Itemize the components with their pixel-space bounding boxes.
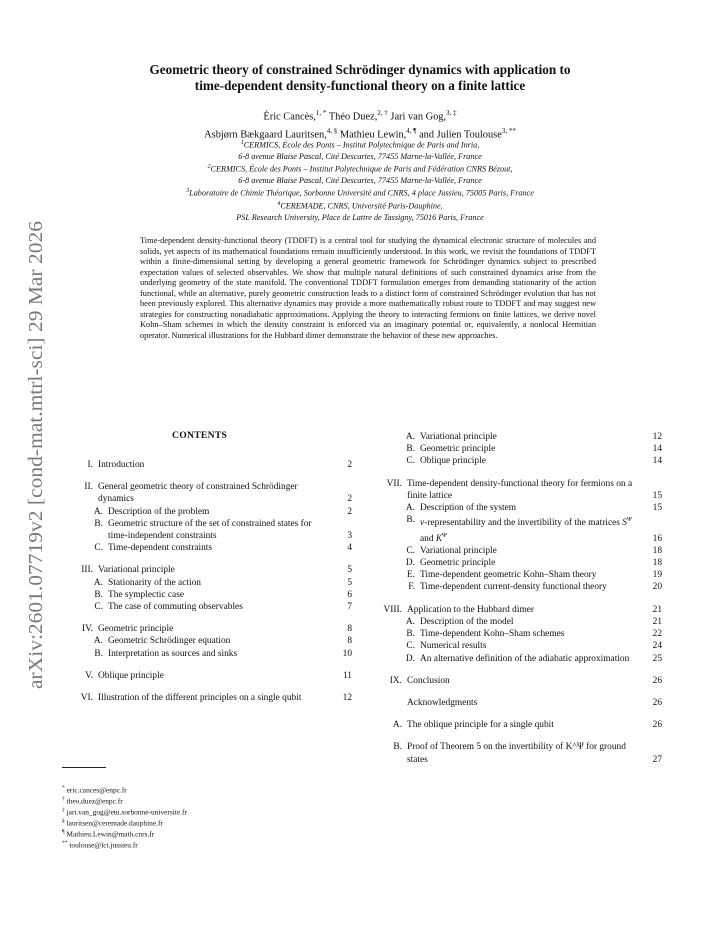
footnote-email: theo.duez@enpc.fr: [66, 796, 123, 806]
toc-page-number: 2: [347, 494, 352, 505]
toc-entry: [372, 478, 662, 502]
toc-subentry: [66, 577, 352, 589]
paper-title: [60, 62, 660, 94]
toc-subsection-title: The case of commuting observables: [108, 602, 243, 613]
toc-right-column: [372, 431, 662, 776]
author-name: Asbjørn Bækgaard Lauritsen,: [204, 129, 327, 141]
affiliation: [60, 199, 660, 212]
toc-section-title: Proof of Theorem 5 on the invertibility of K^Ψ for ground states: [407, 742, 626, 765]
footnote: [62, 828, 187, 839]
toc-page-number: 26: [652, 675, 662, 686]
footnote-rule: [62, 767, 106, 768]
footnote-mark: §: [62, 818, 65, 825]
affiliation: [60, 186, 660, 199]
toc-subentry: [372, 616, 662, 628]
toc-subsection-title: Description of the problem: [108, 506, 210, 517]
affiliation: [60, 138, 660, 151]
toc-subentry: [372, 545, 662, 557]
toc-section-title: Application to the Hubbard dimer: [407, 604, 535, 615]
author-name: and Julien Toulouse: [419, 129, 502, 141]
toc-subsection-title: The symplectic case: [108, 589, 185, 600]
toc-subsection-title: Time-dependent geometric Kohn–Sham theory: [420, 570, 597, 581]
toc-entry: [66, 481, 352, 505]
toc-subsection-number: C.: [94, 543, 103, 554]
toc-page-number: 15: [652, 503, 662, 514]
affiliations: [60, 138, 660, 223]
toc-subsection-title: Variational principle: [420, 432, 497, 442]
toc-page-number: 5: [347, 565, 352, 576]
toc-subsection-number: B.: [94, 518, 103, 529]
toc-section: [372, 604, 662, 665]
toc-subentry: [66, 589, 352, 601]
toc-section: [66, 623, 352, 660]
toc-page-number: 4: [347, 543, 352, 554]
toc-subentry: [372, 514, 662, 545]
author-marker: 1, *: [315, 109, 327, 117]
toc-subsection-title: Interpretation as sources and sinks: [108, 648, 238, 659]
toc-entry: [66, 692, 352, 704]
affiliation-line: 6-8 avenue Blaise Pascal, Cité Descartes, 77455 Marne-la-Vallée, France: [238, 151, 482, 161]
toc-subsection-title: Geometric principle: [420, 558, 496, 569]
toc-subsection-title: An alternative definition of the adiabatic approximation: [420, 653, 630, 664]
author-name: Éric Cancès,: [263, 111, 316, 123]
author-marker: 4, ¶: [406, 127, 417, 136]
toc-section-title: Introduction: [98, 460, 145, 470]
footnote-email: eric.cances@enpc.fr: [66, 785, 127, 795]
toc-subentry: [372, 581, 662, 593]
arxiv-sidebar-stamp: [12, 220, 52, 690]
toc-page-number: 8: [347, 624, 352, 635]
toc-section-number: [372, 697, 407, 709]
toc-page-number: 16: [652, 533, 662, 544]
toc-subsection-title: Geometric principle: [420, 444, 496, 455]
affiliation-line: CERMICS, École des Ponts – Institut Polytechnique de Paris and Inria,: [243, 140, 480, 150]
toc-page-number: 19: [652, 570, 662, 581]
author-line-1: [60, 106, 660, 124]
toc-page-number: 7: [347, 602, 352, 613]
toc-entry: [372, 697, 662, 709]
toc-page-number: 14: [652, 456, 662, 467]
toc-subentry: [372, 502, 662, 514]
toc-page-number: 26: [652, 697, 662, 708]
toc-section: [372, 675, 662, 687]
toc-page-number: 21: [652, 604, 662, 615]
toc-section-number: B.: [393, 742, 402, 753]
toc-subsection-title: Numerical results: [420, 641, 487, 652]
toc-section: [372, 478, 662, 594]
toc-page-number: 21: [652, 616, 662, 627]
author-name: Jari van Gog,: [390, 111, 447, 123]
toc-subsection-number: B.: [406, 515, 415, 526]
footnote-email: jari.van_gog@etu.sorbonne-universite.fr: [66, 807, 187, 817]
title-line-2: time-dependent density-functional theory on a finite lattice: [194, 78, 526, 93]
affiliation-line: PSL Research University, Place de Lattre de Tassigny, 75016 Paris, France: [236, 213, 484, 223]
toc-subsection-title: Stationarity of the action: [108, 577, 201, 588]
toc-subsection-number: C.: [94, 602, 103, 613]
footnote: [62, 817, 187, 828]
toc-section-title: Conclusion: [407, 675, 450, 686]
toc-section-title: Geometric principle: [98, 624, 174, 635]
toc-subentry: [66, 648, 352, 660]
footnote-email: Mathieu.Lewin@math.cnrs.fr: [66, 829, 155, 839]
toc-section-title: General geometric theory of constrained Schrödinger dynamics: [98, 482, 298, 505]
toc-page-number: 18: [652, 545, 662, 556]
toc-section-title: The oblique principle for a single qubit: [407, 720, 554, 731]
toc-page-number: 6: [347, 589, 352, 600]
affiliation-marker: 4: [277, 201, 281, 208]
affiliation-line: CEREMADE, CNRS, Université Paris-Dauphine,: [280, 201, 443, 211]
author-marker: 4, §: [326, 127, 338, 136]
toc-page-number: 5: [347, 577, 352, 588]
toc-subsection-number: A.: [93, 506, 103, 517]
toc-subentry: [372, 628, 662, 640]
toc-subsection-number: C.: [406, 641, 415, 652]
toc-section-number: IX.: [389, 675, 402, 686]
toc-entry: [372, 741, 662, 765]
toc-subsection-number: A.: [405, 432, 415, 442]
toc-section-title: Variational principle: [98, 565, 175, 576]
toc-section-number: VIII.: [383, 604, 402, 615]
toc-page-number: 25: [652, 653, 662, 664]
toc-subsection-number: B.: [406, 444, 415, 455]
toc-subsection-number: A.: [93, 636, 103, 647]
toc-subsection-number: D.: [405, 653, 415, 664]
toc-section-title: Oblique principle: [98, 670, 164, 681]
affiliation-marker: 3: [186, 188, 190, 195]
footnote-email: toulouse@lct.jussieu.fr: [69, 840, 138, 850]
toc-page-number: 12: [652, 432, 662, 442]
footnote-email: lauritsen@ceremade.dauphine.fr: [66, 818, 163, 828]
toc-page-number: 10: [342, 648, 352, 659]
toc-section: [372, 697, 662, 709]
toc-entry: [372, 675, 662, 687]
author-name: Mathieu Lewin,: [339, 129, 407, 141]
author-marker: 3, ‡: [446, 109, 457, 117]
toc-page-number: 14: [652, 444, 662, 455]
toc-entry: [372, 719, 662, 731]
toc-subentry: [372, 653, 662, 665]
affiliation-marker: 2: [207, 164, 211, 171]
author-marker: 3, **: [501, 127, 516, 136]
toc-entry: [66, 623, 352, 635]
toc-section-number: IV.: [81, 624, 93, 635]
toc-subentry: [372, 455, 662, 467]
toc-page-number: 18: [652, 558, 662, 569]
arxiv-identifier: arXiv:2601.07719v2 [cond-mat.mtrl-sci] 29 Mar 2026: [25, 242, 47, 689]
footnotes: [62, 784, 187, 850]
toc-entry: [66, 459, 352, 471]
affiliation: [60, 162, 660, 175]
toc-subentry: [372, 569, 662, 581]
toc-subsection-title: Time-dependent current-density functional theory: [420, 582, 607, 593]
toc-subentry: [372, 443, 662, 455]
toc-subsection-number: F.: [408, 582, 415, 593]
toc-page-number: 15: [652, 490, 662, 501]
toc-page-number: 24: [652, 641, 662, 652]
toc-section: [66, 670, 352, 682]
toc-section: [372, 431, 662, 468]
footnote-mark: ‡: [62, 807, 65, 814]
toc-subsection-title: Description of the model: [420, 616, 514, 627]
toc-section: [66, 481, 352, 554]
toc-subsection-title: Variational principle: [420, 545, 497, 556]
toc-subsection-number: C.: [406, 545, 415, 556]
affiliation-line: 6-8 avenue Blaise Pascal, Cité Descartes, 77455 Marne-la-Vallée, France: [238, 176, 482, 186]
footnote: [62, 839, 187, 850]
toc-subentry: [372, 431, 662, 443]
footnote-mark: *: [62, 785, 65, 791]
footnote: [62, 806, 187, 817]
author-marker: 2, †: [377, 109, 388, 117]
toc-section-title: Illustration of the different principles on a single qubit: [98, 693, 302, 704]
toc-page-number: 20: [652, 582, 662, 593]
toc-subsection-number: E.: [406, 570, 415, 581]
toc-page-number: 2: [347, 460, 352, 470]
toc-subsection-number: A.: [93, 577, 103, 588]
affiliation-line: Laboratoire de Chimie Théorique, Sorbonne Université and CNRS, 4 place Jussieu, 75005 Paris, France: [189, 189, 534, 199]
toc-page-number: 8: [347, 636, 352, 647]
toc-subsection-number: A.: [405, 616, 415, 627]
toc-section: [66, 692, 352, 704]
toc-entry: [66, 564, 352, 576]
toc-section-title: Acknowledgments: [407, 697, 478, 708]
toc-page-number: 11: [342, 670, 352, 681]
toc-subsection-number: B.: [94, 589, 103, 600]
toc-left-column: [66, 459, 352, 714]
toc-subsection-number: C.: [406, 456, 415, 467]
toc-entry: [372, 604, 662, 616]
affiliation-line: CERMICS, École des Ponts – Institut Polytechnique de Paris and Fédération CNRS Bézout,: [210, 164, 513, 174]
toc-page-number: 3: [347, 531, 352, 542]
abstract: Time-dependent density-functional theory (TDDFT) is a central tool for studying the dynamical electronic structure of molecules and solids, yet aspects of its mathematical foundations remain insufficiently understood. In this work, we revisit the foundations of TDDFT within a finite-dimensional setting by developing a general geometric framework for Schrödinger dynamics subject to prescribed expectation values of selected observables. We show that multiple natural definitions of such constrained dynamics arise from the underlying geometry of the state manifold. The conventional TDDFT formulation emerges from demanding stationarity of the action functional, while an alternative, purely geometric construction leads to a distinct form of constrained Schrödinger evolution that has not been previously explored. This alternative dynamics may provide a more mathematically robust route to TDDFT and may suggest new strategies for constructing nonadiabatic approximations. Applying the theory to interacting fermions on finite lattices, we derive novel Kohn–Sham schemes in which the density constraint is enforced via an imaginary potential or, equivalently, a nonlocal Hermitian operator. Numerical illustrations for the Hubbard dimer demonstrate the behavior of these new approaches.: [140, 236, 596, 340]
toc-page-number: 27: [652, 754, 662, 765]
contents-heading: CONTENTS: [172, 430, 228, 441]
toc-subsection-title: Time-dependent constraints: [108, 543, 213, 554]
toc-section-number: I.: [87, 460, 93, 470]
toc-subsection-title: Oblique principle: [420, 456, 486, 467]
toc-page-number: 2: [347, 506, 352, 517]
toc-section-number: V.: [85, 670, 93, 681]
footnote-mark: ¶: [62, 829, 65, 836]
toc-subsection-number: B.: [94, 648, 103, 659]
toc-section: [66, 564, 352, 613]
toc-subsection-title: Time-dependent Kohn–Sham schemes: [420, 629, 565, 640]
toc-page-number: 26: [652, 720, 662, 731]
toc-subsection-number: D.: [405, 558, 415, 569]
toc-section: [372, 741, 662, 765]
toc-section-number: VI.: [80, 693, 93, 704]
footnote-mark: †: [62, 796, 65, 803]
toc-subsection-number: A.: [405, 503, 415, 514]
toc-page-number: 22: [652, 629, 662, 640]
toc-subentry: [66, 601, 352, 613]
affiliation-marker: 1: [240, 140, 244, 146]
toc-section-title: Time-dependent density-functional theory for fermions on a finite lattice: [407, 478, 633, 501]
toc-section-number: VII.: [386, 478, 402, 489]
toc-page-number: 12: [342, 693, 352, 704]
arxiv-sidebar-svg: [12, 220, 52, 690]
toc-section-number: III.: [81, 565, 93, 576]
toc-entry: [66, 670, 352, 682]
toc-subentry: [372, 557, 662, 569]
toc-subentry: [66, 506, 352, 518]
toc-section-number: A.: [392, 720, 402, 731]
footnote: [62, 784, 187, 795]
toc-section: [372, 719, 662, 731]
toc-section: [66, 459, 352, 471]
toc-section-number: II.: [84, 482, 93, 493]
toc-subentry: [66, 518, 352, 542]
author-name: Théo Duez,: [328, 111, 378, 123]
footnote-mark: **: [62, 840, 68, 847]
toc-subsection-title: Description of the system: [420, 503, 517, 514]
toc-subsection-number: B.: [406, 629, 415, 640]
toc-subsection-title: v-representability and the invertibility of the matrices $S^\Psi$ and $K^\Psi$: [420, 516, 632, 544]
title-line-1: Geometric theory of constrained Schrödinger dynamics with application to: [149, 62, 571, 77]
toc-subsection-title: Geometric structure of the set of constrained states for time-independent constraints: [108, 518, 312, 542]
toc-subentry: [66, 542, 352, 554]
toc-subsection-title: Geometric Schrödinger equation: [108, 636, 231, 647]
toc-subentry: [66, 635, 352, 647]
footnote: [62, 795, 187, 806]
toc-subentry: [372, 640, 662, 652]
